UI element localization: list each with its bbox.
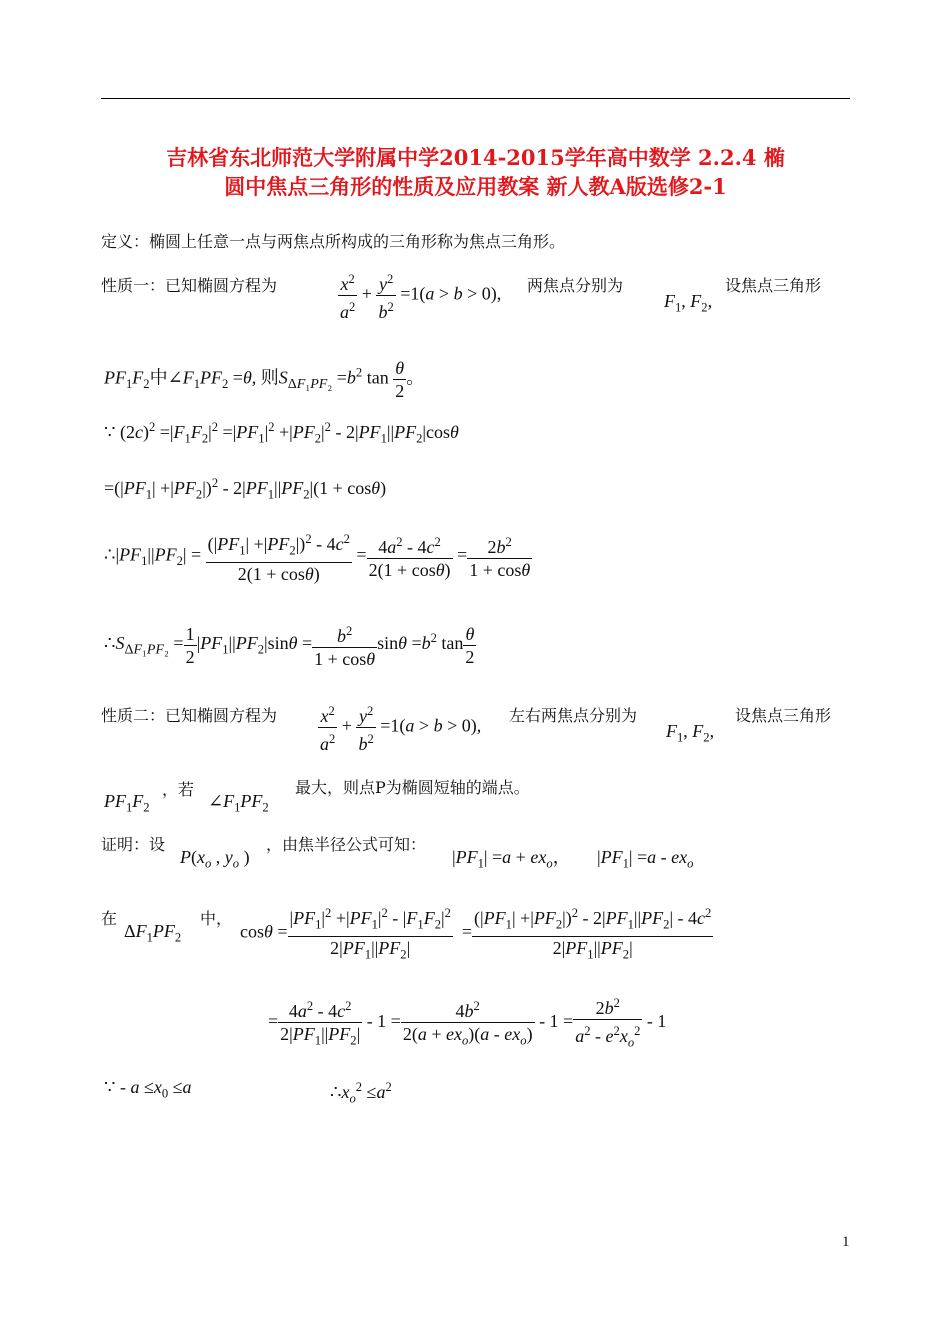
header-rule — [101, 98, 850, 99]
page-number: 1 — [842, 1234, 850, 1250]
cosine-formula: cosθ = $\frac{|PF_1|^2 +|PF_1|^2 - |F_1F_2|^2}{2|PF_1||PF_2|}$ = $\frac{(|PF_1| +|PF_2|)^2 - 2|PF_1||PF_2| - 4c^2}{2|PF_1||PF_2|}$ — [240, 902, 713, 965]
foci-f1-f2-1: $F_1$, $F_2$, — [664, 291, 713, 315]
property1-tri-text: 设焦点三角形 — [725, 276, 822, 295]
focal-radius-1: $|PF_1| =a + ex_o$， — [452, 847, 571, 871]
proof-zhong: 中， — [200, 909, 233, 928]
title-line-2: 圆中焦点三角形的性质及应用教案 新人教A版选修2-1 — [224, 174, 727, 199]
derivation-line-1: ∵ $(2c)^2 =|F_1F_2|^2 =|PF_1|^2 +|PF_2|^2 - 2|PF_1||PF_2|\cos\theta$ — [104, 420, 459, 446]
triangle-delta: $\Delta F_1PF_2$ — [124, 921, 182, 945]
text-ze: 则 — [260, 367, 279, 388]
property1-foci-text: 两焦点分别为 — [527, 276, 624, 295]
angle-f1pf2: $\angle F_1PF_2$ — [208, 791, 269, 815]
ellipse-equation-2: $\frac{x^2}{a^2}$ + $\frac{y^2}{b^2}$ =1(a > b > 0), — [318, 700, 481, 755]
text-zhong: 中 — [149, 367, 168, 388]
property2-tri-text: 设焦点三角形 — [735, 706, 832, 725]
foci-f1-f2-2: $F_1$, $F_2$, — [666, 721, 715, 745]
property2-conclusion: 最大，则点P为椭圆短轴的端点。 — [295, 778, 530, 797]
property2-ruo: ，若 — [162, 780, 195, 799]
triangle-pf1f2: $PF_1F_2$ — [104, 791, 150, 815]
property1-statement: $PF_1F_2$中$\angle F_1PF_2 =\theta$, 则$S_{\Delta F_1PF_2} =b^2$ tan $\frac{\theta}{2}$ 。 — [104, 358, 425, 401]
property2-intro: 性质二：已知椭圆方程为 — [101, 706, 278, 725]
bound-x0-squared: $\therefore x_o^2 \le a^2$ — [330, 1080, 392, 1106]
property2-foci-text: 左右两焦点分别为 — [509, 706, 638, 725]
derivation-line-2: $=(|PF_1| +|PF_2|)^2 - 2|PF_1||PF_2|(1 + \cos\theta)$ — [104, 476, 387, 502]
proof-focal-text: ，由焦半径公式可知： — [266, 835, 427, 854]
cosine-simplification: = $\frac{4a^2 - 4c^2}{2|PF_1||PF_2|}$ - 1 = $\frac{4b^2}{2(a + ex_o)(a - ex_o)}$ - 1 = $\frac{2b^2}{a^2 - e^2x_o^2}$ - 1 — [268, 992, 666, 1054]
ellipse-equation-1: $\frac{x^2}{a^2}$ + $\frac{y^2}{b^2}$ =1(a > b > 0), — [338, 268, 501, 323]
derivation-line-3: $\therefore|PF_1||PF_2|$ = $\frac{(|PF_1| +|PF_2|)^2 - 4c^2}{2(1 + \cos\theta)}$ = $\frac{4a^2 - 4c^2}{2(1 + \cos\theta)}$ = $\frac{2b^2}{1 + \cos\theta}$ — [104, 528, 532, 585]
focal-radius-2: $|PF_1| =a - ex_o$ — [597, 847, 694, 871]
proof-intro: 证明：设 — [101, 835, 166, 854]
definition-text: 定义：椭圆上任意一点与两焦点所构成的三角形称为焦点三角形。 — [101, 232, 566, 251]
bound-x0: ∵ - $a \le x_0 \le a$ — [104, 1077, 192, 1101]
point-p: $P(x_o$ , $y_o$ ) — [180, 847, 250, 871]
title-line-1: 吉林省东北师范大学附属中学2014-2015学年高中数学 2.2.4 椭 — [166, 145, 785, 170]
proof-in-text: 在 — [101, 909, 118, 928]
property1-intro: 性质一：已知椭圆方程为 — [101, 276, 278, 295]
derivation-line-4: $\therefore S_{\Delta F_1PF_2}$ = $\frac{1}{2}$ $|PF_1||PF_2|\sin\theta$ = $\frac{b^2}{1 + \cos\theta}$ $\sin\theta =b^2$ tan $\frac{\theta}{2}$ — [104, 620, 476, 670]
